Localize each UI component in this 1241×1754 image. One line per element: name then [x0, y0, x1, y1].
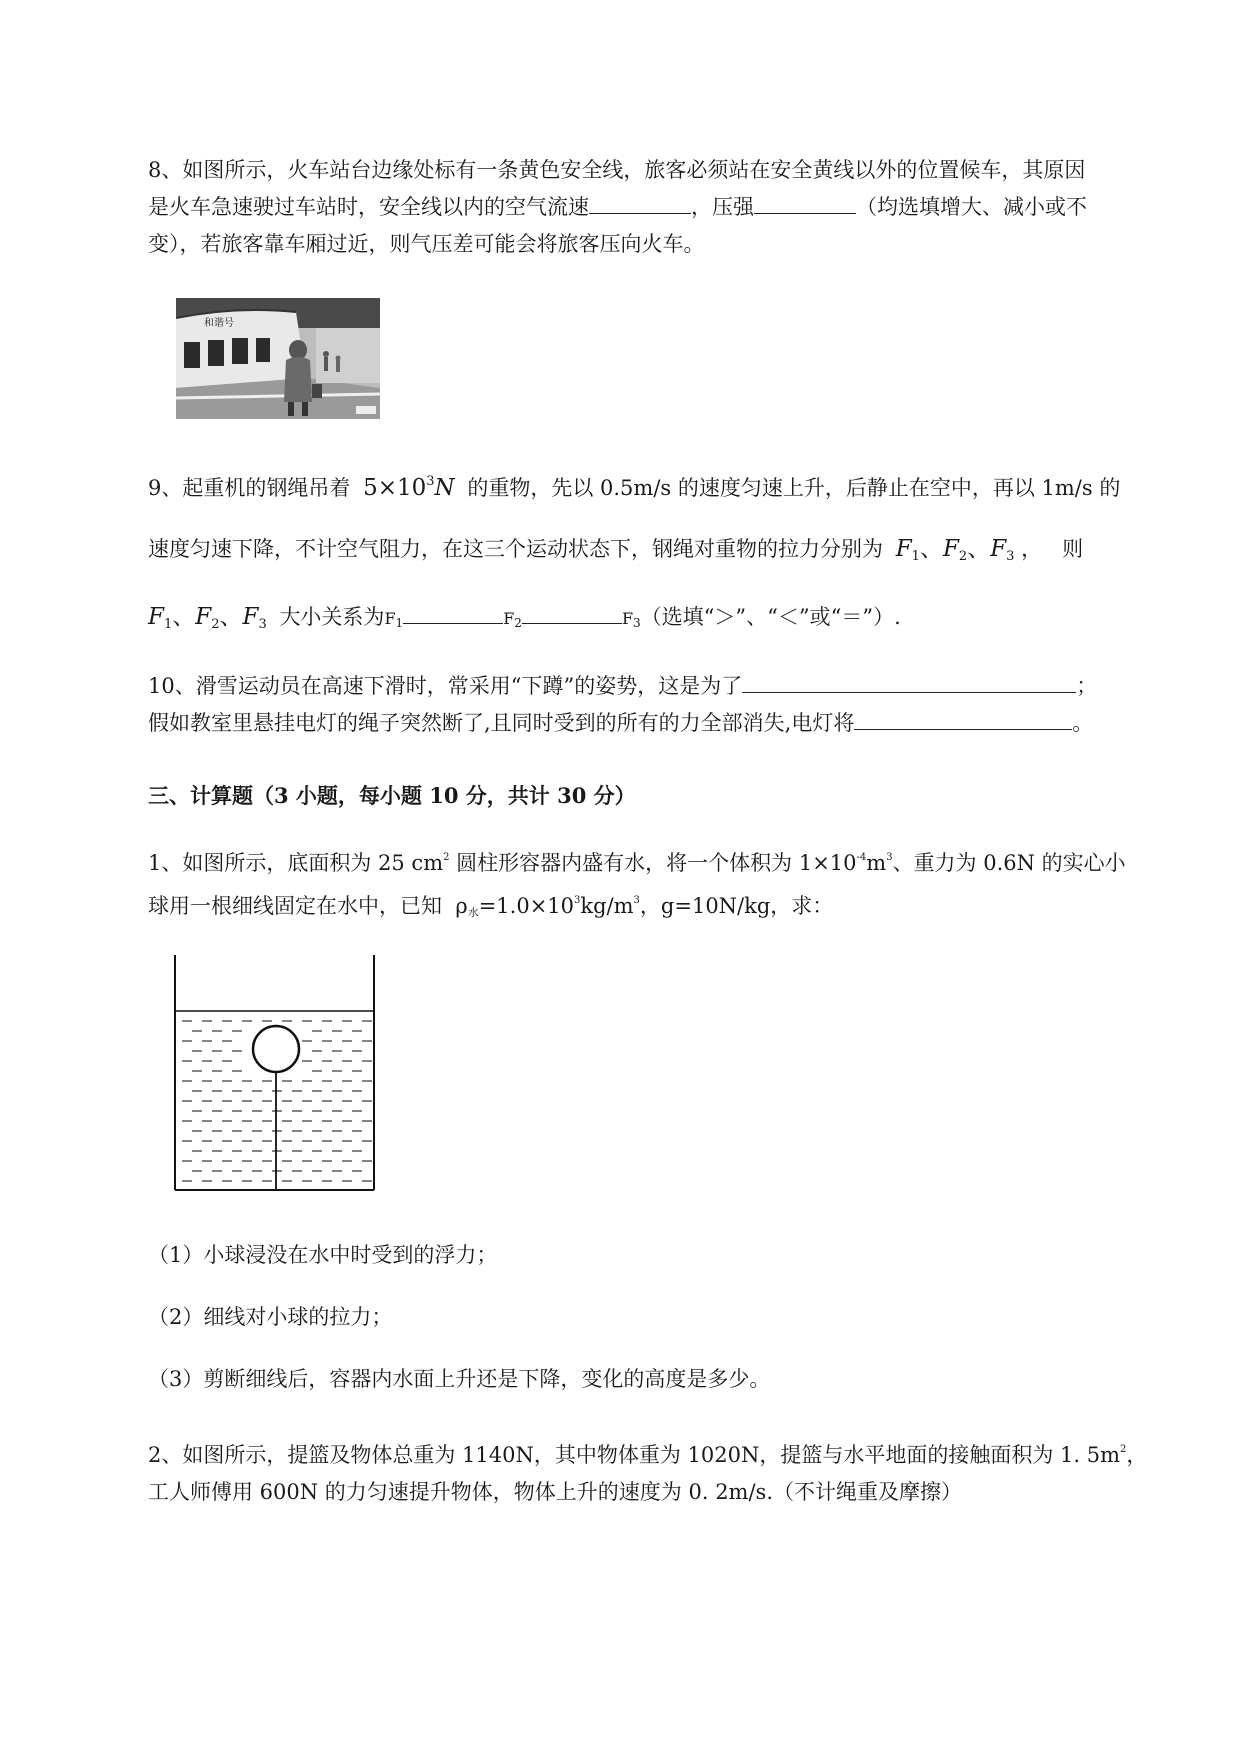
q9-weight-math [363, 475, 455, 501]
q9-line1 [148, 466, 1158, 504]
q9-line3-text-b: （选填“＞”、“＜”或“＝”）. [640, 605, 901, 629]
f1-letter-2: F [148, 604, 164, 630]
q9-line2 [148, 534, 1158, 572]
q9-F1-plain [384, 609, 403, 628]
c1-sub-1: （1）小球浸没在水中时受到的浮力； [148, 1243, 498, 1267]
f2-letter-2: F [195, 604, 212, 630]
c1-line1-text-c: m [866, 851, 887, 875]
F2-plain-letter: F [503, 609, 515, 628]
q9-line1-text-a: 9、起重机的钢绳吊着 [148, 476, 351, 500]
q8-line1: 8、如图所示，火车站台边缘处标有一条黄色安全线，旅客必须站在安全黄线以外的位置候车，其原因 [148, 158, 1086, 182]
f3-sub-2: 3 [258, 617, 267, 632]
F3-plain-sub: 3 [633, 616, 641, 630]
c1-sub-2: （2）细线对小球的拉力； [148, 1305, 393, 1329]
f2-sub: 2 [958, 549, 968, 564]
q10-blank-2[interactable] [854, 709, 1072, 730]
f1-letter: F [895, 536, 912, 562]
c1-sup-vol: 3 [886, 852, 893, 863]
sep-2: 、 [967, 536, 991, 562]
section-3-heading: 三、计算题（3 小题，每小题 10 分，共计 30 分） [148, 783, 636, 808]
F2-plain-sub: 2 [514, 616, 522, 630]
c1-sup-exp: -4 [856, 852, 867, 863]
q10-line1-text-b: ； [1076, 674, 1098, 698]
F1-plain-sub: 1 [395, 616, 404, 630]
c1-line2-text-c: kg/m [580, 894, 634, 918]
sep-3: 、 [172, 604, 196, 630]
c1-line1-text-a: 1、如图所示，底面积为 25 cm [148, 851, 444, 875]
sep-4: 、 [219, 604, 243, 630]
c1-line2-text-d: ，g=10N/kg，求： [639, 894, 834, 918]
q10-blank-1[interactable] [742, 672, 1076, 693]
c1-rho-sub: 水 [467, 906, 479, 919]
q9-line2-text-b: ， 则 [1021, 537, 1084, 561]
c1-sup-area: 2 [443, 852, 450, 863]
q8-line2 [148, 192, 1158, 223]
c2-area-exp: 2 [1120, 1444, 1127, 1455]
q9-line1-text-b: 的重物，先以 0.5m/s 的速度匀速上升，后静止在空中，再以 1m/s 的 [467, 476, 1121, 500]
question-10 [148, 671, 1158, 739]
calc-question-1 [148, 842, 1158, 928]
question-8 [148, 155, 1158, 260]
q8-line2-text-c: （均选填增大、减小或不 [856, 195, 1087, 219]
q9-line3-text-a: 大小关系为 [279, 605, 385, 629]
q9-line3 [148, 602, 1158, 640]
question-9 [148, 466, 1158, 640]
q10-line2 [148, 708, 1158, 739]
f1-sub: 1 [911, 549, 920, 564]
f3-letter: F [990, 536, 1007, 562]
q9-math-exp: 3 [426, 474, 435, 489]
q9-blank-1[interactable] [403, 603, 503, 624]
f2-sub-2: 2 [211, 617, 220, 632]
q8-blank-flow-speed[interactable] [589, 193, 691, 214]
F1-plain-letter: F [384, 609, 396, 628]
q8-line2-text-a: 是火车急速驶过车站时，安全线以内的空气流速 [148, 195, 589, 219]
q8-line2-text-b: ，压强 [691, 195, 754, 219]
q9-blank-2[interactable] [522, 603, 622, 624]
c2-line2: 工人师傅用 600N 的力匀速提升物体，物体上升的速度为 0. 2m/s.（不计绳重及摩擦） [148, 1480, 962, 1504]
train-platform-photo [176, 298, 380, 419]
q9-F3-plain [622, 609, 641, 628]
F3-plain-letter: F [621, 609, 634, 628]
train-sign-text: 和谐号 [204, 318, 234, 329]
c1-line1 [148, 842, 1158, 879]
q10-line1-text-a: 10、滑雪运动员在高速下滑时，常采用“下蹲”的姿势，这是为了 [148, 674, 743, 698]
q9-line2-text-a: 速度匀速下降，不计空气阻力，在这三个运动状态下，钢绳对重物的拉力分别为 [148, 537, 883, 561]
q10-line2-text-a: 假如教室里悬挂电灯的绳子突然断了,且同时受到的所有的力全部消失,电灯将 [148, 711, 855, 735]
c1-line1-text-b: 圆柱形容器内盛有水，将一个体积为 1×10 [449, 851, 857, 875]
calc-question-2 [148, 1434, 1158, 1508]
container-ball-diagram [170, 955, 380, 1195]
c2-line1-text-a: 2、如图所示，提篮及物体总重为 1140N，其中物体重为 1020N，提篮与水平地面的接触面积为 1. 5m [148, 1443, 1121, 1467]
f3-sub: 3 [1006, 549, 1015, 564]
c1-line2 [148, 885, 1158, 928]
c1-line2-text-a: 球用一根细线固定在水中，已知 ρ [148, 894, 468, 918]
c1-density-unit-exp: 3 [633, 895, 640, 906]
f2-letter: F [942, 536, 959, 562]
q8-blank-pressure[interactable] [754, 193, 856, 214]
q9-F2-plain [503, 609, 522, 628]
q9-math-unit: N [434, 475, 455, 501]
q9-math-coef: 5×10 [363, 475, 427, 501]
f3-letter-2: F [242, 604, 259, 630]
c1-line1-text-d: 、重力为 0.6N 的实心小 [892, 851, 1126, 875]
q10-line2-text-b: 。 [1072, 711, 1094, 735]
q10-line1 [148, 671, 1158, 702]
q8-line3: 变），若旅客靠车厢过近，则气压差可能会将旅客压向火车。 [148, 232, 705, 256]
q9-forces-math-2 [148, 604, 267, 630]
c1-sub-3: （3）剪断细线后，容器内水面上升还是下降，变化的高度是多少。 [148, 1367, 771, 1391]
sep-1: 、 [919, 536, 943, 562]
c2-line1 [148, 1434, 1158, 1471]
c1-density-exp: 3 [574, 895, 581, 906]
c1-line2-text-b: =1.0×10 [478, 894, 575, 918]
q9-forces-math [896, 536, 1015, 562]
c2-line1-text-b: ， [1126, 1443, 1148, 1467]
f1-sub-2: 1 [163, 617, 173, 632]
